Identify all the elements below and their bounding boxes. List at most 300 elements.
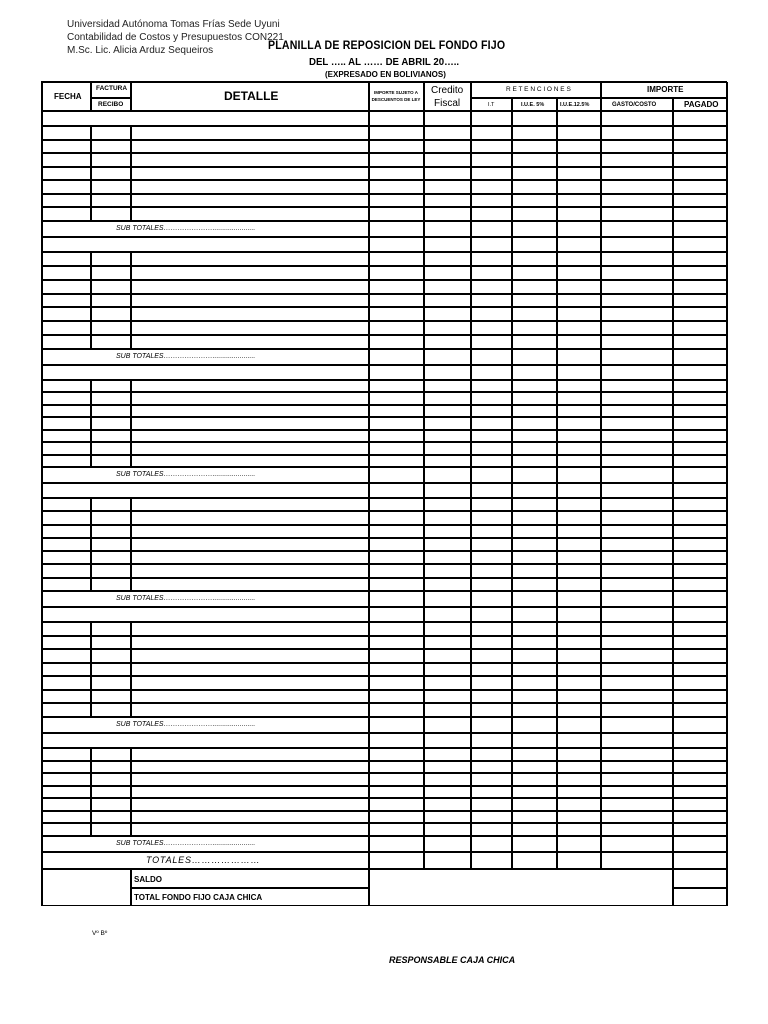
amount-cell[interactable] — [601, 335, 673, 349]
fecha-cell[interactable] — [42, 335, 91, 349]
amount-cell[interactable] — [601, 773, 673, 786]
subtotal-amount-cell[interactable] — [601, 717, 673, 733]
amount-cell[interactable] — [512, 811, 557, 824]
fecha-cell[interactable] — [42, 622, 91, 636]
detalle-cell[interactable] — [131, 280, 369, 294]
amount-cell[interactable] — [369, 430, 424, 442]
amount-cell[interactable] — [601, 622, 673, 636]
amount-cell[interactable] — [673, 307, 728, 321]
detalle-cell[interactable] — [131, 405, 369, 417]
factura-cell[interactable] — [91, 676, 131, 690]
detalle-cell[interactable] — [131, 153, 369, 167]
detalle-cell[interactable] — [131, 442, 369, 454]
amount-cell[interactable] — [512, 676, 557, 690]
amount-cell[interactable] — [601, 498, 673, 511]
totals-amount-cell[interactable] — [557, 852, 601, 869]
amount-cell[interactable] — [601, 167, 673, 181]
factura-cell[interactable] — [91, 811, 131, 824]
amount-cell[interactable] — [512, 405, 557, 417]
amount-cell[interactable] — [557, 663, 601, 677]
amount-cell[interactable] — [601, 690, 673, 704]
amount-cell[interactable] — [673, 663, 728, 677]
amount-cell[interactable] — [601, 511, 673, 524]
amount-cell[interactable] — [369, 442, 424, 454]
fecha-cell[interactable] — [42, 798, 91, 811]
detalle-cell[interactable] — [131, 392, 369, 404]
subtotal-amount-cell[interactable] — [424, 836, 471, 852]
amount-cell[interactable] — [673, 335, 728, 349]
amount-cell[interactable] — [369, 761, 424, 774]
detalle-cell[interactable] — [131, 578, 369, 591]
factura-cell[interactable] — [91, 798, 131, 811]
subtotal-amount-cell[interactable] — [601, 221, 673, 237]
amount-cell[interactable] — [369, 321, 424, 335]
amount-cell[interactable] — [471, 365, 512, 380]
amount-cell[interactable] — [557, 430, 601, 442]
subtotal-amount-cell[interactable] — [369, 467, 424, 483]
detalle-cell[interactable] — [131, 786, 369, 799]
fecha-cell[interactable] — [42, 417, 91, 429]
amount-cell[interactable] — [424, 321, 471, 335]
amount-cell[interactable] — [512, 294, 557, 308]
factura-cell[interactable] — [91, 538, 131, 551]
amount-cell[interactable] — [512, 180, 557, 194]
factura-cell[interactable] — [91, 663, 131, 677]
factura-cell[interactable] — [91, 392, 131, 404]
amount-cell[interactable] — [369, 140, 424, 154]
amount-cell[interactable] — [557, 798, 601, 811]
subtotal-amount-cell[interactable] — [471, 717, 512, 733]
amount-cell[interactable] — [471, 748, 512, 761]
detalle-cell[interactable] — [131, 194, 369, 208]
fecha-cell[interactable] — [42, 207, 91, 221]
subtotal-amount-cell[interactable] — [424, 467, 471, 483]
amount-cell[interactable] — [369, 483, 424, 498]
fecha-cell[interactable] — [42, 676, 91, 690]
amount-cell[interactable] — [369, 153, 424, 167]
amount-cell[interactable] — [601, 578, 673, 591]
fecha-cell[interactable] — [42, 321, 91, 335]
amount-cell[interactable] — [557, 525, 601, 538]
amount-cell[interactable] — [471, 405, 512, 417]
amount-cell[interactable] — [471, 511, 512, 524]
amount-cell[interactable] — [424, 823, 471, 836]
amount-cell[interactable] — [512, 649, 557, 663]
amount-cell[interactable] — [673, 607, 728, 622]
amount-cell[interactable] — [369, 773, 424, 786]
amount-cell[interactable] — [673, 180, 728, 194]
amount-cell[interactable] — [369, 126, 424, 140]
amount-cell[interactable] — [512, 455, 557, 467]
subtotal-amount-cell[interactable] — [471, 591, 512, 607]
amount-cell[interactable] — [369, 207, 424, 221]
amount-cell[interactable] — [557, 748, 601, 761]
fecha-cell[interactable] — [42, 564, 91, 577]
amount-cell[interactable] — [601, 321, 673, 335]
factura-cell[interactable] — [91, 405, 131, 417]
amount-cell[interactable] — [673, 622, 728, 636]
amount-cell[interactable] — [557, 207, 601, 221]
amount-cell[interactable] — [673, 483, 728, 498]
amount-cell[interactable] — [512, 417, 557, 429]
subtotal-amount-cell[interactable] — [557, 591, 601, 607]
amount-cell[interactable] — [471, 578, 512, 591]
amount-cell[interactable] — [673, 321, 728, 335]
subtotal-amount-cell[interactable] — [471, 221, 512, 237]
amount-cell[interactable] — [673, 798, 728, 811]
amount-cell[interactable] — [601, 194, 673, 208]
amount-cell[interactable] — [673, 442, 728, 454]
amount-cell[interactable] — [471, 636, 512, 650]
amount-cell[interactable] — [601, 126, 673, 140]
detalle-cell[interactable] — [131, 636, 369, 650]
amount-cell[interactable] — [424, 194, 471, 208]
amount-cell[interactable] — [557, 294, 601, 308]
amount-cell[interactable] — [601, 607, 673, 622]
amount-cell[interactable] — [673, 405, 728, 417]
amount-cell[interactable] — [369, 294, 424, 308]
amount-cell[interactable] — [601, 294, 673, 308]
fecha-cell[interactable] — [42, 649, 91, 663]
amount-cell[interactable] — [512, 307, 557, 321]
detalle-cell[interactable] — [131, 511, 369, 524]
amount-cell[interactable] — [369, 733, 424, 748]
fecha-cell[interactable] — [42, 663, 91, 677]
amount-cell[interactable] — [601, 442, 673, 454]
amount-cell[interactable] — [512, 140, 557, 154]
amount-cell[interactable] — [557, 636, 601, 650]
subtotal-amount-cell[interactable] — [512, 467, 557, 483]
amount-cell[interactable] — [471, 380, 512, 392]
amount-cell[interactable] — [601, 111, 673, 126]
amount-cell[interactable] — [471, 649, 512, 663]
amount-cell[interactable] — [601, 538, 673, 551]
amount-cell[interactable] — [424, 266, 471, 280]
amount-cell[interactable] — [471, 690, 512, 704]
amount-cell[interactable] — [557, 786, 601, 799]
amount-cell[interactable] — [512, 798, 557, 811]
amount-cell[interactable] — [601, 307, 673, 321]
amount-cell[interactable] — [601, 703, 673, 717]
amount-cell[interactable] — [369, 578, 424, 591]
subtotal-amount-cell[interactable] — [512, 717, 557, 733]
amount-cell[interactable] — [471, 798, 512, 811]
amount-cell[interactable] — [424, 690, 471, 704]
subtotal-amount-cell[interactable] — [673, 836, 728, 852]
factura-cell[interactable] — [91, 761, 131, 774]
detalle-cell[interactable] — [131, 430, 369, 442]
amount-cell[interactable] — [601, 786, 673, 799]
amount-cell[interactable] — [424, 365, 471, 380]
amount-cell[interactable] — [471, 622, 512, 636]
detalle-cell[interactable] — [131, 498, 369, 511]
fecha-cell[interactable] — [42, 194, 91, 208]
amount-cell[interactable] — [673, 761, 728, 774]
detalle-cell[interactable] — [131, 252, 369, 266]
fecha-cell[interactable] — [42, 538, 91, 551]
total-fondo-amount-cell[interactable] — [673, 888, 728, 906]
factura-cell[interactable] — [91, 180, 131, 194]
amount-cell[interactable] — [557, 140, 601, 154]
amount-cell[interactable] — [424, 335, 471, 349]
factura-cell[interactable] — [91, 194, 131, 208]
amount-cell[interactable] — [601, 140, 673, 154]
amount-cell[interactable] — [673, 636, 728, 650]
fecha-cell[interactable] — [42, 703, 91, 717]
amount-cell[interactable] — [512, 636, 557, 650]
subtotal-amount-cell[interactable] — [673, 349, 728, 365]
amount-cell[interactable] — [471, 194, 512, 208]
totals-amount-cell[interactable] — [673, 852, 728, 869]
amount-cell[interactable] — [424, 798, 471, 811]
amount-cell[interactable] — [369, 607, 424, 622]
factura-cell[interactable] — [91, 636, 131, 650]
amount-cell[interactable] — [557, 111, 601, 126]
fecha-cell[interactable] — [42, 786, 91, 799]
amount-cell[interactable] — [424, 207, 471, 221]
amount-cell[interactable] — [557, 442, 601, 454]
amount-cell[interactable] — [673, 811, 728, 824]
subtotal-amount-cell[interactable] — [369, 591, 424, 607]
detalle-cell[interactable] — [131, 551, 369, 564]
totals-amount-cell[interactable] — [471, 852, 512, 869]
amount-cell[interactable] — [673, 748, 728, 761]
fecha-cell[interactable] — [42, 307, 91, 321]
amount-cell[interactable] — [424, 140, 471, 154]
amount-cell[interactable] — [471, 180, 512, 194]
amount-cell[interactable] — [512, 538, 557, 551]
subtotal-amount-cell[interactable] — [673, 467, 728, 483]
amount-cell[interactable] — [369, 786, 424, 799]
amount-cell[interactable] — [369, 111, 424, 126]
detalle-cell[interactable] — [131, 773, 369, 786]
amount-cell[interactable] — [557, 811, 601, 824]
amount-cell[interactable] — [673, 417, 728, 429]
amount-cell[interactable] — [557, 167, 601, 181]
fecha-cell[interactable] — [42, 380, 91, 392]
amount-cell[interactable] — [424, 126, 471, 140]
amount-cell[interactable] — [557, 564, 601, 577]
amount-cell[interactable] — [557, 237, 601, 252]
detalle-cell[interactable] — [131, 823, 369, 836]
factura-cell[interactable] — [91, 126, 131, 140]
factura-cell[interactable] — [91, 564, 131, 577]
factura-cell[interactable] — [91, 455, 131, 467]
amount-cell[interactable] — [512, 207, 557, 221]
detalle-cell[interactable] — [131, 380, 369, 392]
detalle-cell[interactable] — [131, 207, 369, 221]
amount-cell[interactable] — [557, 649, 601, 663]
subtotal-amount-cell[interactable] — [369, 221, 424, 237]
amount-cell[interactable] — [369, 417, 424, 429]
subtotal-amount-cell[interactable] — [424, 591, 471, 607]
subtotal-amount-cell[interactable] — [557, 349, 601, 365]
amount-cell[interactable] — [673, 551, 728, 564]
amount-cell[interactable] — [673, 266, 728, 280]
subtotal-amount-cell[interactable] — [471, 467, 512, 483]
amount-cell[interactable] — [557, 266, 601, 280]
subtotal-amount-cell[interactable] — [673, 591, 728, 607]
amount-cell[interactable] — [673, 676, 728, 690]
amount-cell[interactable] — [557, 335, 601, 349]
amount-cell[interactable] — [601, 237, 673, 252]
amount-cell[interactable] — [512, 442, 557, 454]
detalle-cell[interactable] — [131, 266, 369, 280]
fecha-cell[interactable] — [42, 811, 91, 824]
amount-cell[interactable] — [601, 180, 673, 194]
amount-cell[interactable] — [673, 111, 728, 126]
amount-cell[interactable] — [424, 511, 471, 524]
factura-cell[interactable] — [91, 786, 131, 799]
factura-cell[interactable] — [91, 140, 131, 154]
amount-cell[interactable] — [601, 280, 673, 294]
amount-cell[interactable] — [369, 252, 424, 266]
amount-cell[interactable] — [424, 280, 471, 294]
amount-cell[interactable] — [673, 237, 728, 252]
amount-cell[interactable] — [601, 564, 673, 577]
amount-cell[interactable] — [369, 798, 424, 811]
factura-cell[interactable] — [91, 380, 131, 392]
amount-cell[interactable] — [557, 703, 601, 717]
amount-cell[interactable] — [369, 622, 424, 636]
amount-cell[interactable] — [601, 823, 673, 836]
amount-cell[interactable] — [471, 294, 512, 308]
fecha-cell[interactable] — [42, 498, 91, 511]
fecha-cell[interactable] — [42, 153, 91, 167]
amount-cell[interactable] — [512, 564, 557, 577]
subtotal-amount-cell[interactable] — [512, 221, 557, 237]
amount-cell[interactable] — [424, 252, 471, 266]
amount-cell[interactable] — [557, 417, 601, 429]
amount-cell[interactable] — [424, 564, 471, 577]
amount-cell[interactable] — [471, 483, 512, 498]
subtotal-amount-cell[interactable] — [673, 717, 728, 733]
amount-cell[interactable] — [471, 607, 512, 622]
amount-cell[interactable] — [512, 551, 557, 564]
amount-cell[interactable] — [601, 636, 673, 650]
fecha-cell[interactable] — [42, 748, 91, 761]
amount-cell[interactable] — [424, 773, 471, 786]
factura-cell[interactable] — [91, 748, 131, 761]
subtotal-amount-cell[interactable] — [557, 467, 601, 483]
amount-cell[interactable] — [424, 663, 471, 677]
amount-cell[interactable] — [424, 636, 471, 650]
amount-cell[interactable] — [424, 607, 471, 622]
factura-cell[interactable] — [91, 153, 131, 167]
amount-cell[interactable] — [557, 126, 601, 140]
amount-cell[interactable] — [673, 649, 728, 663]
factura-cell[interactable] — [91, 773, 131, 786]
detalle-cell[interactable] — [131, 690, 369, 704]
amount-cell[interactable] — [369, 636, 424, 650]
amount-cell[interactable] — [601, 153, 673, 167]
amount-cell[interactable] — [601, 676, 673, 690]
amount-cell[interactable] — [601, 798, 673, 811]
amount-cell[interactable] — [424, 455, 471, 467]
amount-cell[interactable] — [673, 280, 728, 294]
detalle-cell[interactable] — [131, 538, 369, 551]
amount-cell[interactable] — [557, 483, 601, 498]
amount-cell[interactable] — [601, 417, 673, 429]
subtotal-amount-cell[interactable] — [424, 349, 471, 365]
amount-cell[interactable] — [673, 126, 728, 140]
factura-cell[interactable] — [91, 578, 131, 591]
detalle-cell[interactable] — [131, 663, 369, 677]
amount-cell[interactable] — [557, 307, 601, 321]
amount-cell[interactable] — [557, 607, 601, 622]
amount-cell[interactable] — [512, 111, 557, 126]
factura-cell[interactable] — [91, 252, 131, 266]
factura-cell[interactable] — [91, 622, 131, 636]
amount-cell[interactable] — [369, 663, 424, 677]
amount-cell[interactable] — [557, 153, 601, 167]
amount-cell[interactable] — [369, 690, 424, 704]
subtotal-amount-cell[interactable] — [424, 221, 471, 237]
fecha-cell[interactable] — [42, 167, 91, 181]
amount-cell[interactable] — [512, 748, 557, 761]
amount-cell[interactable] — [512, 703, 557, 717]
detalle-cell[interactable] — [131, 649, 369, 663]
amount-cell[interactable] — [673, 252, 728, 266]
subtotal-amount-cell[interactable] — [601, 467, 673, 483]
fecha-cell[interactable] — [42, 551, 91, 564]
amount-cell[interactable] — [369, 167, 424, 181]
amount-cell[interactable] — [601, 525, 673, 538]
amount-cell[interactable] — [369, 365, 424, 380]
amount-cell[interactable] — [512, 365, 557, 380]
amount-cell[interactable] — [512, 380, 557, 392]
detalle-cell[interactable] — [131, 321, 369, 335]
amount-cell[interactable] — [471, 126, 512, 140]
amount-cell[interactable] — [557, 622, 601, 636]
amount-cell[interactable] — [673, 294, 728, 308]
amount-cell[interactable] — [471, 442, 512, 454]
fecha-cell[interactable] — [42, 405, 91, 417]
amount-cell[interactable] — [673, 365, 728, 380]
factura-cell[interactable] — [91, 430, 131, 442]
amount-cell[interactable] — [673, 207, 728, 221]
detalle-cell[interactable] — [131, 703, 369, 717]
factura-cell[interactable] — [91, 442, 131, 454]
amount-cell[interactable] — [424, 167, 471, 181]
amount-cell[interactable] — [424, 761, 471, 774]
amount-cell[interactable] — [512, 498, 557, 511]
amount-cell[interactable] — [424, 538, 471, 551]
amount-cell[interactable] — [424, 786, 471, 799]
fecha-cell[interactable] — [42, 525, 91, 538]
saldo-amount-cell[interactable] — [673, 869, 728, 888]
amount-cell[interactable] — [601, 649, 673, 663]
amount-cell[interactable] — [512, 733, 557, 748]
detalle-cell[interactable] — [131, 335, 369, 349]
amount-cell[interactable] — [557, 823, 601, 836]
totals-amount-cell[interactable] — [601, 852, 673, 869]
amount-cell[interactable] — [424, 748, 471, 761]
amount-cell[interactable] — [369, 564, 424, 577]
amount-cell[interactable] — [512, 167, 557, 181]
fecha-cell[interactable] — [42, 252, 91, 266]
amount-cell[interactable] — [512, 237, 557, 252]
amount-cell[interactable] — [369, 194, 424, 208]
amount-cell[interactable] — [673, 578, 728, 591]
amount-cell[interactable] — [601, 430, 673, 442]
amount-cell[interactable] — [471, 430, 512, 442]
amount-cell[interactable] — [512, 773, 557, 786]
amount-cell[interactable] — [673, 525, 728, 538]
factura-cell[interactable] — [91, 511, 131, 524]
amount-cell[interactable] — [512, 578, 557, 591]
amount-cell[interactable] — [557, 405, 601, 417]
